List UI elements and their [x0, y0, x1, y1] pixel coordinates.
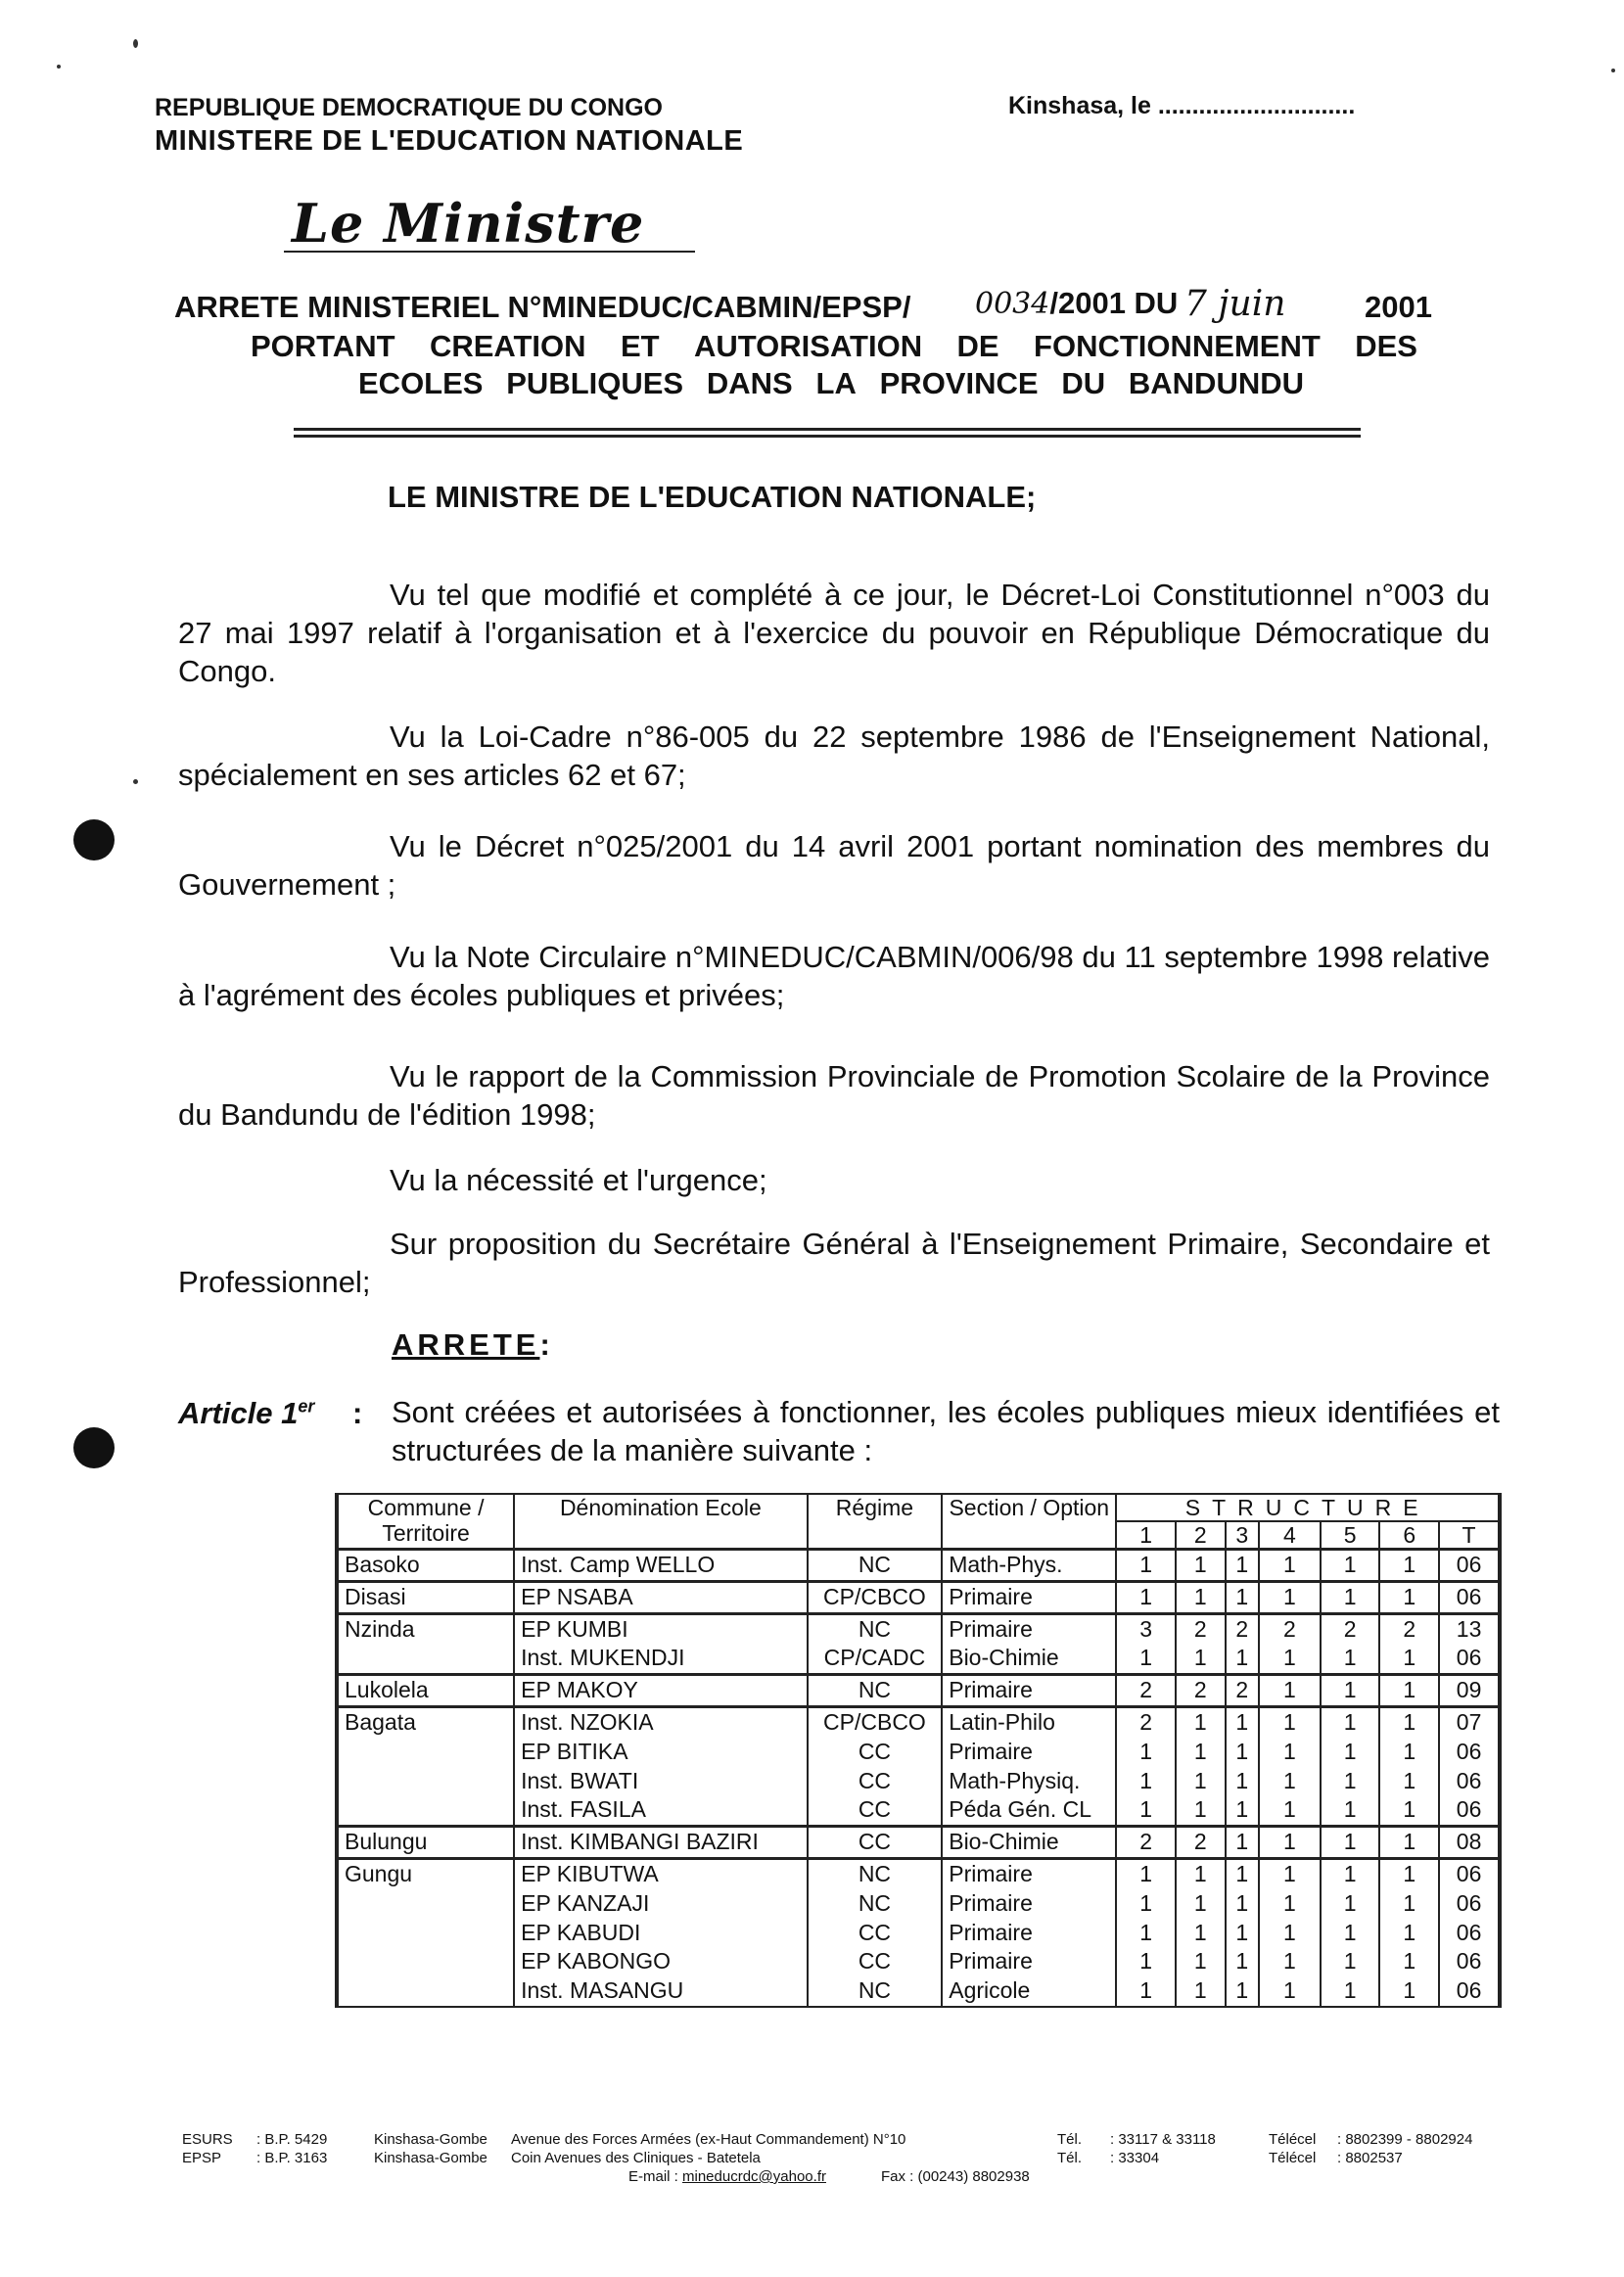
ecole-cell: Inst. MASANGU	[514, 1976, 808, 2006]
table-row	[338, 1889, 1499, 1919]
structure-cell: 1	[1379, 1859, 1439, 1889]
email-link[interactable]: mineducrdc@yahoo.fr	[682, 2168, 826, 2185]
table-row	[338, 1613, 1499, 1644]
structure-cell: 2	[1176, 1613, 1226, 1644]
table-row	[338, 1827, 1499, 1859]
table-body	[338, 1550, 1499, 2007]
article-text: Sont créées et autorisées à fonctionner, les écoles publiques mieux identifiées et structurées de la manière suivante :	[392, 1395, 1500, 1467]
structure-cell: 1	[1259, 1550, 1321, 1582]
signature-underline	[284, 251, 695, 253]
structure-cell: 1	[1226, 1581, 1259, 1613]
section-cell: Agricole	[942, 1976, 1116, 2006]
structure-cell: 06	[1439, 1859, 1499, 1889]
footer-tel-label: Tél. Tél.	[1057, 2131, 1083, 2166]
structure-cell: 1	[1176, 1947, 1226, 1976]
ecole-cell: EP BITIKA	[514, 1738, 808, 1767]
ministry-name: MINISTERE DE L'EDUCATION NATIONALE	[155, 125, 744, 157]
structure-cell: 1	[1116, 1795, 1176, 1826]
structure-cell: 07	[1439, 1707, 1499, 1738]
structure-cell: 1	[1379, 1581, 1439, 1613]
structure-cell: 1	[1226, 1889, 1259, 1919]
structure-cell: 1	[1321, 1767, 1380, 1796]
structure-cell: 3	[1116, 1613, 1176, 1644]
header-col: 4	[1259, 1521, 1321, 1550]
structure-cell: 1	[1226, 1859, 1259, 1889]
commune-cell	[338, 1795, 514, 1826]
commune-cell: Nzinda	[338, 1613, 514, 1644]
commune-cell: Basoko	[338, 1550, 514, 1582]
header-section: Section / Option	[942, 1495, 1116, 1550]
structure-cell: 1	[1321, 1976, 1380, 2006]
regime-cell: NC	[808, 1550, 943, 1582]
regime-cell: CC	[808, 1795, 943, 1826]
structure-cell: 06	[1439, 1919, 1499, 1948]
article-superscript: er	[298, 1396, 315, 1417]
structure-cell: 2	[1176, 1675, 1226, 1707]
structure-cell: 1	[1259, 1827, 1321, 1859]
title-word: LA	[815, 366, 857, 400]
table-row	[338, 1738, 1499, 1767]
decree-date-handwritten: 7 juin	[1184, 284, 1286, 324]
title-word: ET	[620, 329, 660, 363]
structure-cell: 2	[1116, 1675, 1176, 1707]
structure-cell: 1	[1176, 1581, 1226, 1613]
table-row	[338, 1859, 1499, 1889]
title-word: DES	[1355, 329, 1417, 363]
section-cell: Primaire	[942, 1947, 1116, 1976]
structure-cell: 1	[1379, 1889, 1439, 1919]
ecole-cell: Inst. NZOKIA	[514, 1707, 808, 1738]
regime-cell: NC	[808, 1675, 943, 1707]
structure-cell: 1	[1226, 1947, 1259, 1976]
structure-cell: 1	[1379, 1550, 1439, 1582]
title-word: AUTORISATION	[694, 329, 923, 363]
ecole-cell: EP KABONGO	[514, 1947, 808, 1976]
structure-cell: 1	[1259, 1889, 1321, 1919]
structure-cell: 1	[1259, 1675, 1321, 1707]
table-row	[338, 1767, 1499, 1796]
header-col: 2	[1176, 1521, 1226, 1550]
commune-cell	[338, 1947, 514, 1976]
ecole-cell: EP KIBUTWA	[514, 1859, 808, 1889]
structure-cell: 1	[1176, 1976, 1226, 2006]
section-cell: Primaire	[942, 1581, 1116, 1613]
structure-cell: 1	[1259, 1644, 1321, 1674]
commune-cell	[338, 1889, 514, 1919]
structure-cell: 1	[1321, 1795, 1380, 1826]
structure-cell: 06	[1439, 1947, 1499, 1976]
consideration-4: Vu la Note Circulaire n°MINEDUC/CABMIN/006/98 du 11 septembre 1998 relative à l'agrément des écoles publiques et privées;	[178, 940, 1490, 1012]
regime-cell: CP/CADC	[808, 1644, 943, 1674]
structure-cell: 1	[1176, 1859, 1226, 1889]
structure-cell: 1	[1259, 1581, 1321, 1613]
structure-cell: 1	[1321, 1889, 1380, 1919]
structure-cell: 1	[1321, 1707, 1380, 1738]
structure-cell: 2	[1321, 1613, 1380, 1644]
arrete-heading	[392, 1327, 554, 1363]
structure-cell: 06	[1439, 1767, 1499, 1796]
title-word: PORTANT	[251, 329, 395, 363]
section-cell: Primaire	[942, 1919, 1116, 1948]
structure-cell: 1	[1259, 1707, 1321, 1738]
header-col: 5	[1321, 1521, 1380, 1550]
footer-org: ESURS EPSP	[182, 2131, 233, 2166]
commune-cell: Lukolela	[338, 1675, 514, 1707]
punch-hole	[73, 1427, 115, 1468]
structure-cell: 1	[1176, 1889, 1226, 1919]
structure-cell: 1	[1226, 1738, 1259, 1767]
structure-cell: 2	[1379, 1613, 1439, 1644]
structure-cell: 1	[1321, 1827, 1380, 1859]
commune-cell: Bulungu	[338, 1827, 514, 1859]
commune-cell	[338, 1919, 514, 1948]
table-row	[338, 1947, 1499, 1976]
structure-cell: 1	[1321, 1581, 1380, 1613]
title-word: PUBLIQUES	[506, 366, 684, 400]
structure-cell: 1	[1259, 1767, 1321, 1796]
decree-number	[975, 286, 1178, 321]
section-cell: Latin-Philo	[942, 1707, 1116, 1738]
structure-cell: 1	[1226, 1550, 1259, 1582]
regime-cell: CP/CBCO	[808, 1581, 943, 1613]
structure-cell: 1	[1321, 1550, 1380, 1582]
table-row	[338, 1707, 1499, 1738]
structure-cell: 1	[1379, 1827, 1439, 1859]
structure-cell: 1	[1259, 1947, 1321, 1976]
structure-cell: 1	[1379, 1738, 1439, 1767]
regime-cell: CC	[808, 1919, 943, 1948]
structure-cell: 1	[1226, 1976, 1259, 2006]
section-cell: Primaire	[942, 1859, 1116, 1889]
consideration-5: Vu le rapport de la Commission Provinciale de Promotion Scolaire de la Province du Bandundu de l'édition 1998;	[178, 1059, 1490, 1132]
structure-cell: 1	[1379, 1919, 1439, 1948]
table-row	[338, 1795, 1499, 1826]
table-row	[338, 1976, 1499, 2006]
structure-cell: 06	[1439, 1889, 1499, 1919]
scan-mark	[57, 65, 61, 69]
commune-cell	[338, 1767, 514, 1796]
structure-cell: 1	[1379, 1976, 1439, 2006]
ecole-cell: Inst. BWATI	[514, 1767, 808, 1796]
consideration-1: Vu tel que modifié et complété à ce jour, le Décret-Loi Constitutionnel n°003 du 27 mai 1997 relatif à l'organisation et à l'exercice du pouvoir en République Démocratique du Congo.	[178, 578, 1490, 688]
article-number: Article 1	[178, 1396, 299, 1430]
arrete-word: ARRETE	[392, 1327, 540, 1362]
structure-cell: 1	[1226, 1827, 1259, 1859]
section-cell: Primaire	[942, 1675, 1116, 1707]
section-cell: Math-Physiq.	[942, 1767, 1116, 1796]
footer-fax: : 8802399 - 8802924 : 8802537	[1337, 2131, 1473, 2166]
regime-cell: NC	[808, 1859, 943, 1889]
structure-cell: 1	[1379, 1947, 1439, 1976]
header-col: 3	[1226, 1521, 1259, 1550]
decree-title-line1	[174, 290, 910, 325]
structure-cell: 1	[1116, 1581, 1176, 1613]
ecole-cell: EP NSABA	[514, 1581, 808, 1613]
decree-ref: ARRETE MINISTERIEL N°MINEDUC/CABMIN/EPSP/	[174, 290, 911, 324]
republic-name: REPUBLIQUE DEMOCRATIQUE DU CONGO	[155, 94, 663, 121]
section-cell: Primaire	[942, 1613, 1116, 1644]
header-col: T	[1439, 1521, 1499, 1550]
regime-cell: NC	[808, 1613, 943, 1644]
commune-cell	[338, 1976, 514, 2006]
structure-cell: 06	[1439, 1795, 1499, 1826]
structure-cell: 1	[1116, 1976, 1176, 2006]
place-date: Kinshasa, le .............................	[1008, 92, 1356, 119]
schools-table	[335, 1493, 1502, 2008]
section-cell: Primaire	[942, 1738, 1116, 1767]
ecole-cell: EP KABUDI	[514, 1919, 808, 1948]
regime-cell: NC	[808, 1889, 943, 1919]
structure-cell: 1	[1321, 1919, 1380, 1948]
section-cell: Primaire	[942, 1889, 1116, 1919]
ecole-cell: EP KUMBI	[514, 1613, 808, 1644]
table-row	[338, 1644, 1499, 1674]
structure-cell: 06	[1439, 1550, 1499, 1582]
structure-cell: 1	[1259, 1738, 1321, 1767]
structure-cell: 1	[1226, 1767, 1259, 1796]
commune-cell	[338, 1738, 514, 1767]
table-row	[338, 1581, 1499, 1613]
ecole-cell: EP KANZAJI	[514, 1889, 808, 1919]
decree-title-line3	[358, 366, 1304, 401]
commune-cell: Bagata	[338, 1707, 514, 1738]
header-col: 1	[1116, 1521, 1176, 1550]
structure-cell: 2	[1116, 1707, 1176, 1738]
structure-cell: 06	[1439, 1644, 1499, 1674]
header-regime: Régime	[808, 1495, 943, 1550]
section-cell: Péda Gén. CL	[942, 1795, 1116, 1826]
title-word: PROVINCE	[879, 366, 1039, 400]
structure-cell: 1	[1176, 1767, 1226, 1796]
section-cell: Bio-Chimie	[942, 1827, 1116, 1859]
ecole-cell: Inst. Camp WELLO	[514, 1550, 808, 1582]
structure-cell: 1	[1259, 1976, 1321, 2006]
structure-cell: 1	[1259, 1859, 1321, 1889]
section-cell: Bio-Chimie	[942, 1644, 1116, 1674]
structure-cell: 1	[1176, 1707, 1226, 1738]
structure-cell: 09	[1439, 1675, 1499, 1707]
structure-cell: 1	[1259, 1919, 1321, 1948]
title-word: DU	[1061, 366, 1106, 400]
table-row	[338, 1550, 1499, 1582]
structure-cell: 1	[1116, 1947, 1176, 1976]
structure-cell: 1	[1321, 1644, 1380, 1674]
title-rule	[294, 428, 1361, 431]
section-cell: Math-Phys.	[942, 1550, 1116, 1582]
scan-mark	[133, 39, 138, 48]
structure-cell: 1	[1259, 1795, 1321, 1826]
scan-mark	[133, 779, 138, 784]
footer-address: Avenue des Forces Armées (ex-Haut Commandement) N°10 Coin Avenues des Cliniques - Batetela	[511, 2131, 906, 2166]
consideration-7: Sur proposition du Secrétaire Général à l'Enseignement Primaire, Secondaire et Professionnel;	[178, 1227, 1490, 1299]
regime-cell: CC	[808, 1827, 943, 1859]
consideration-6: Vu la nécessité et l'urgence;	[390, 1163, 767, 1197]
scan-mark	[1611, 69, 1615, 72]
arrete-colon: :	[539, 1327, 554, 1362]
commune-cell: Disasi	[338, 1581, 514, 1613]
structure-cell: 1	[1226, 1644, 1259, 1674]
regime-cell: NC	[808, 1976, 943, 2006]
structure-cell: 2	[1176, 1827, 1226, 1859]
structure-cell: 1	[1116, 1919, 1176, 1948]
structure-cell: 1	[1379, 1675, 1439, 1707]
structure-cell: 1	[1116, 1767, 1176, 1796]
structure-cell: 06	[1439, 1581, 1499, 1613]
title-word: DANS	[706, 366, 793, 400]
decree-number-handwritten: 0034	[975, 287, 1050, 321]
title-word: DE	[956, 329, 999, 363]
regime-cell: CP/CBCO	[808, 1707, 943, 1738]
table-row	[338, 1675, 1499, 1707]
structure-cell: 1	[1321, 1859, 1380, 1889]
structure-cell: 1	[1116, 1738, 1176, 1767]
decree-number-suffix: /2001 DU	[1049, 286, 1179, 320]
article-label	[178, 1396, 314, 1431]
title-word: FONCTIONNEMENT	[1034, 329, 1321, 363]
header-ecole: Dénomination Ecole	[514, 1495, 808, 1550]
structure-cell: 13	[1439, 1613, 1499, 1644]
consideration-2: Vu la Loi-Cadre n°86-005 du 22 septembre 1986 de l'Enseignement National, spécialement en ses articles 62 et 67;	[178, 720, 1490, 792]
title-word: CREATION	[429, 329, 586, 363]
structure-cell: 1	[1176, 1919, 1226, 1948]
structure-cell: 1	[1176, 1550, 1226, 1582]
footer-bp: : B.P. 5429 : B.P. 3163	[256, 2131, 328, 2166]
structure-cell: 06	[1439, 1738, 1499, 1767]
footer-city: Kinshasa-Gombe Kinshasa-Gombe	[374, 2131, 487, 2166]
consideration-3: Vu le Décret n°025/2001 du 14 avril 2001 portant nomination des membres du Gouvernement ;	[178, 829, 1490, 902]
structure-cell: 1	[1321, 1675, 1380, 1707]
header-commune: Commune / Territoire	[338, 1495, 514, 1550]
structure-cell: 1	[1379, 1707, 1439, 1738]
structure-cell: 1	[1226, 1795, 1259, 1826]
structure-cell: 2	[1226, 1675, 1259, 1707]
minister-heading: LE MINISTRE DE L'EDUCATION NATIONALE;	[388, 480, 1037, 514]
structure-cell: 1	[1116, 1859, 1176, 1889]
title-word: BANDUNDU	[1128, 366, 1304, 400]
header-structure: STRUCTURE	[1116, 1495, 1499, 1521]
structure-cell: 1	[1116, 1644, 1176, 1674]
structure-cell: 1	[1176, 1738, 1226, 1767]
signature-title: Le Ministre	[292, 192, 645, 255]
footer-email	[628, 2167, 826, 2186]
ecole-cell: EP MAKOY	[514, 1675, 808, 1707]
structure-cell: 1	[1226, 1707, 1259, 1738]
ecole-cell: Inst. MUKENDJI	[514, 1644, 808, 1674]
ecole-cell: Inst. KIMBANGI BAZIRI	[514, 1827, 808, 1859]
structure-cell: 1	[1176, 1644, 1226, 1674]
article-colon: :	[352, 1396, 363, 1430]
regime-cell: CC	[808, 1767, 943, 1796]
structure-cell: 08	[1439, 1827, 1499, 1859]
structure-cell: 1	[1379, 1767, 1439, 1796]
structure-cell: 06	[1439, 1976, 1499, 2006]
structure-cell: 1	[1379, 1644, 1439, 1674]
decree-year: 2001	[1365, 290, 1432, 324]
structure-cell: 1	[1226, 1919, 1259, 1948]
title-rule	[294, 435, 1361, 438]
structure-cell: 1	[1116, 1889, 1176, 1919]
footer-fax-line: Fax : (00243) 8802938	[881, 2168, 1030, 2185]
commune-cell: Gungu	[338, 1859, 514, 1889]
regime-cell: CC	[808, 1947, 943, 1976]
structure-cell: 1	[1379, 1795, 1439, 1826]
structure-cell: 1	[1176, 1795, 1226, 1826]
structure-cell: 2	[1226, 1613, 1259, 1644]
footer-tel: : 33117 & 33118 : 33304	[1110, 2131, 1216, 2166]
structure-cell: 2	[1259, 1613, 1321, 1644]
structure-cell: 1	[1116, 1550, 1176, 1582]
commune-cell	[338, 1644, 514, 1674]
header-col: 6	[1379, 1521, 1439, 1550]
punch-hole	[73, 819, 115, 860]
regime-cell: CC	[808, 1738, 943, 1767]
structure-cell: 1	[1321, 1947, 1380, 1976]
structure-cell: 2	[1116, 1827, 1176, 1859]
decree-title-line2	[251, 329, 1417, 364]
structure-cell: 1	[1321, 1738, 1380, 1767]
footer-fax-label: Télécel Télécel	[1269, 2131, 1317, 2166]
ecole-cell: Inst. FASILA	[514, 1795, 808, 1826]
email-label: E-mail :	[628, 2168, 683, 2185]
title-word: ECOLES	[358, 366, 484, 400]
table-row	[338, 1919, 1499, 1948]
